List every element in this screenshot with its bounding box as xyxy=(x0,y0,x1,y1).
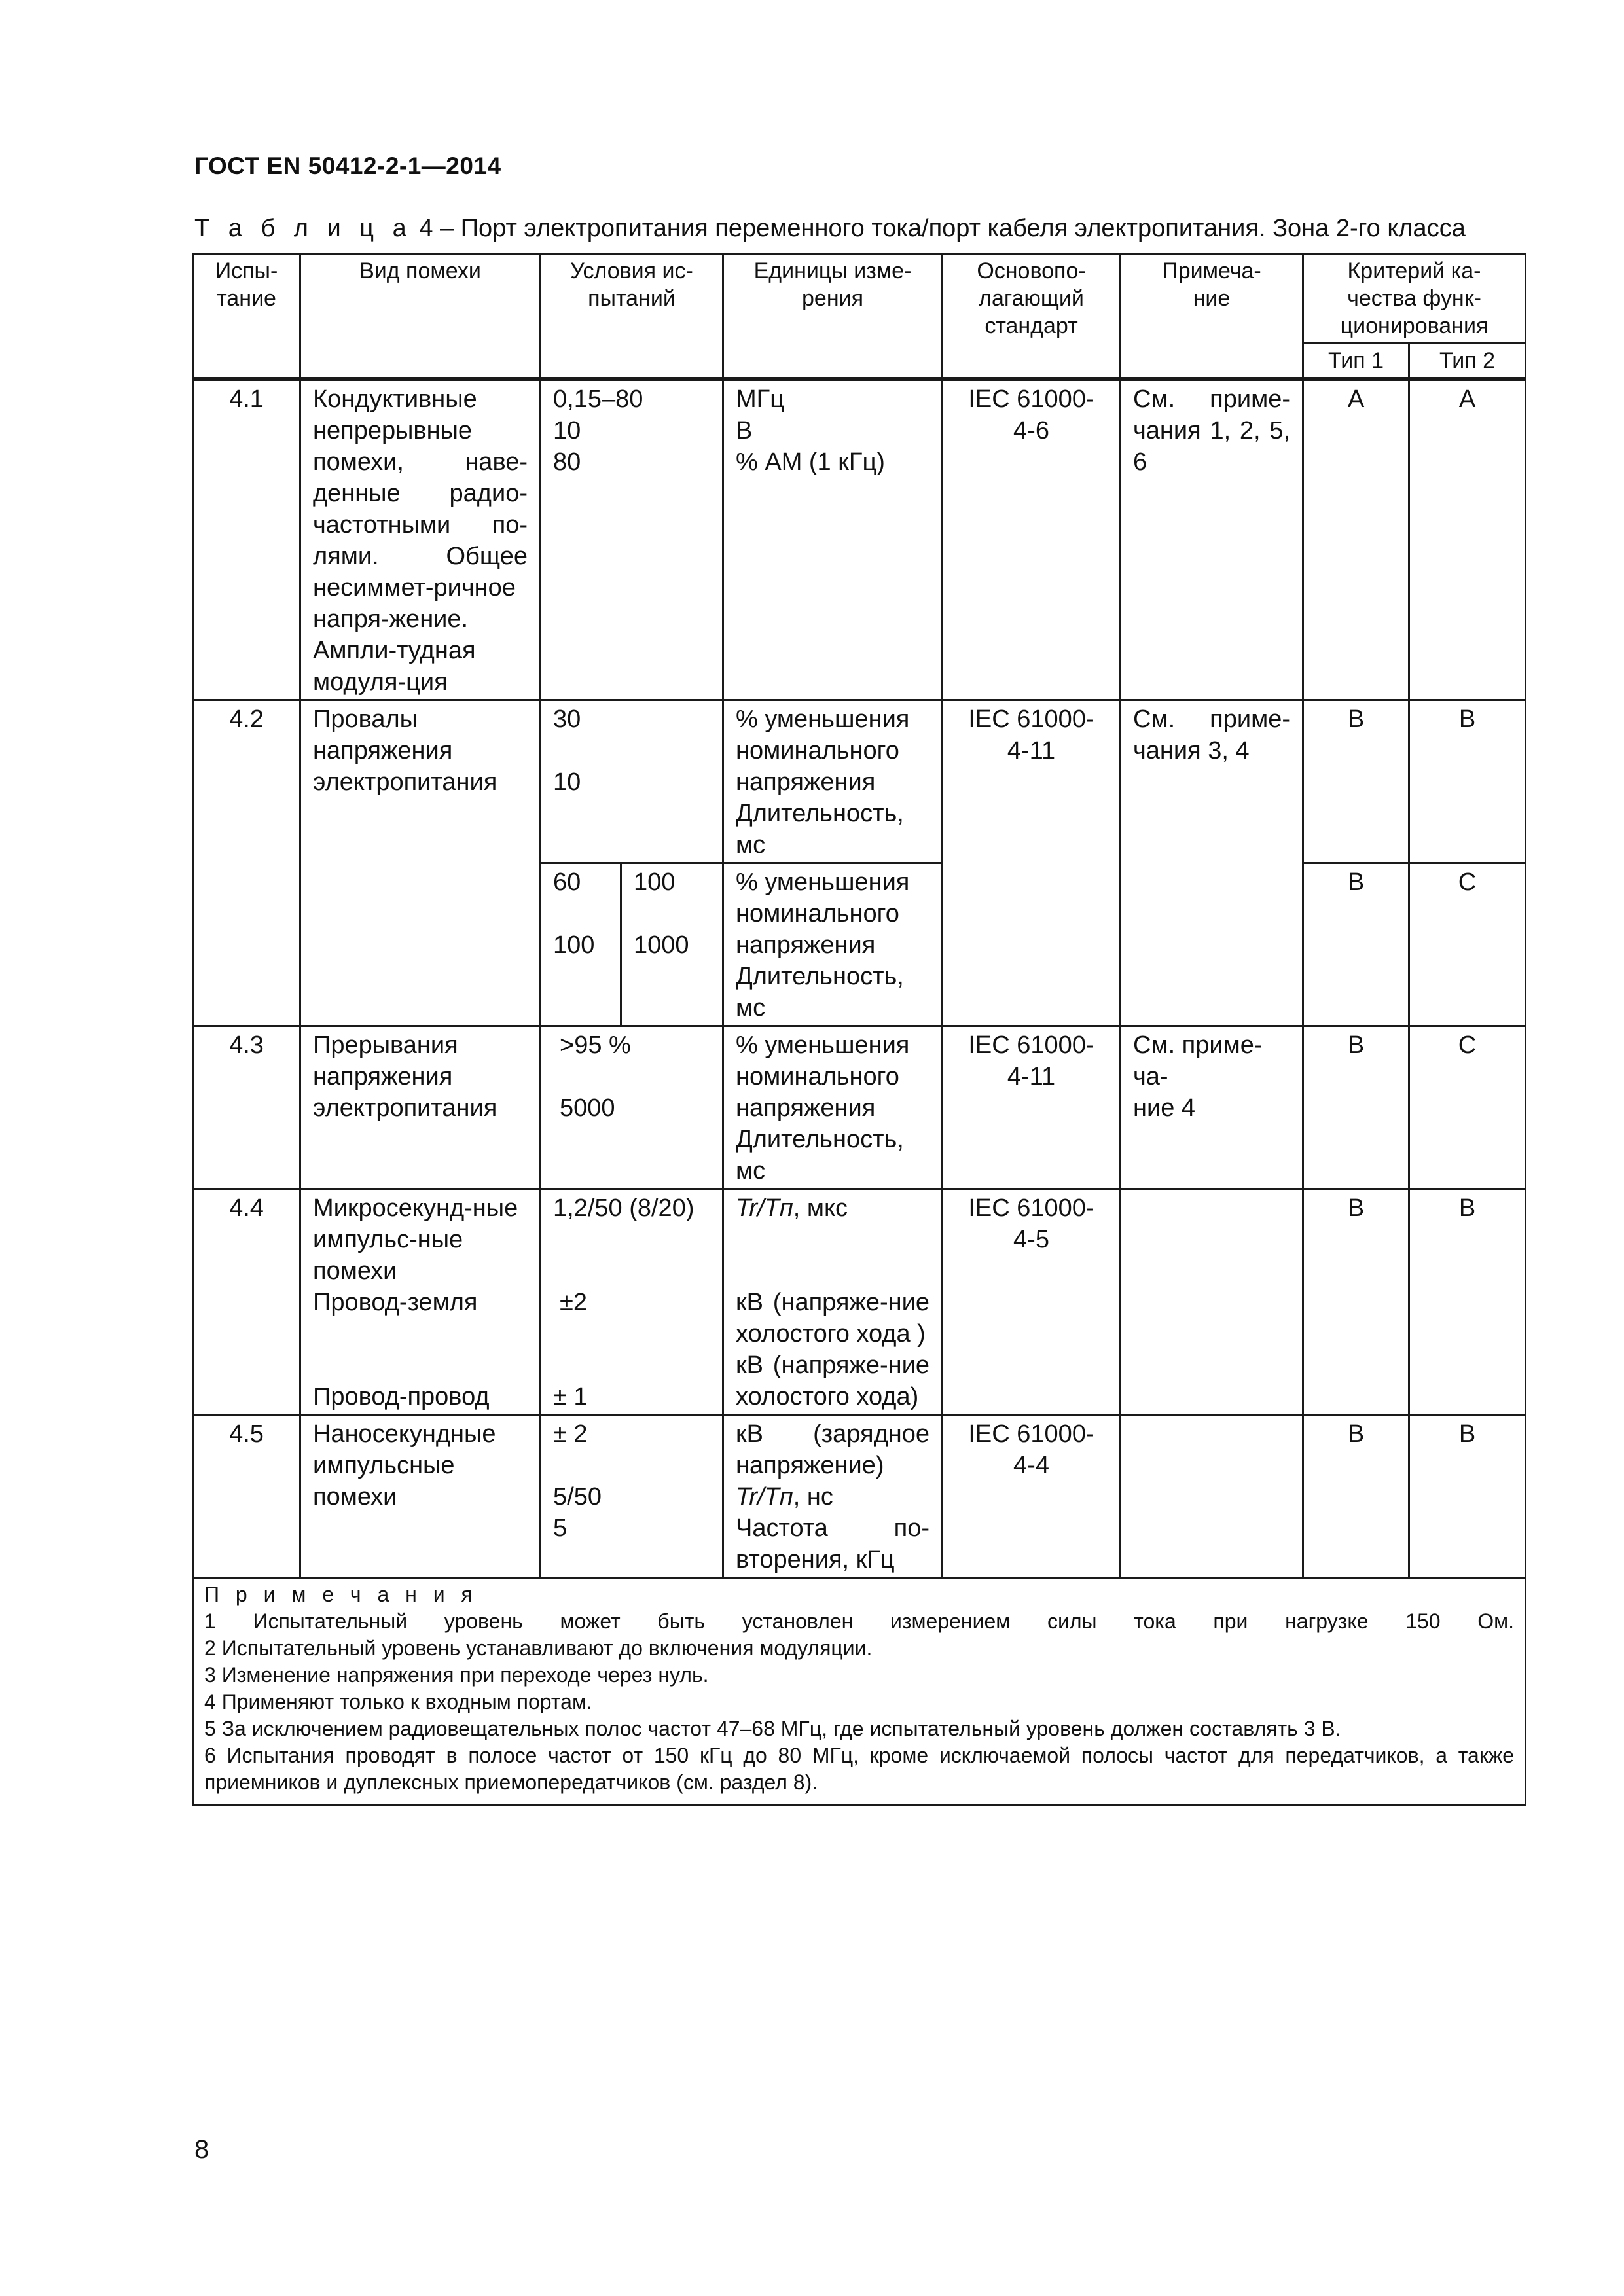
description-wire: Провод-провод xyxy=(313,1383,490,1410)
row-units xyxy=(723,1026,943,1189)
row-number: 4.4 xyxy=(193,1189,300,1415)
notes-row xyxy=(193,1578,1526,1805)
row-type2: B xyxy=(1409,1415,1526,1578)
row-units xyxy=(723,1189,943,1415)
document-id: ГОСТ EN 50412-2-1—2014 xyxy=(194,152,501,179)
row-standard: IEC 61000- 4-4 xyxy=(943,1415,1121,1578)
units-text: Частота по-вторения, кГц xyxy=(736,1515,929,1573)
row-type2: B xyxy=(1409,700,1526,863)
row-note: См. приме-чания 1, 2, 5, 6 xyxy=(1121,379,1303,700)
row-units xyxy=(723,863,943,1026)
table-caption-prefix: Т а б л и ц а xyxy=(194,215,412,242)
row-standard: IEC 61000- 4-6 xyxy=(943,379,1121,700)
condition-value: 5/50 5 xyxy=(553,1483,602,1542)
header-type1: Тип 1 xyxy=(1303,344,1409,380)
row-type2: A xyxy=(1409,379,1526,700)
condition-value: >95 % xyxy=(560,1031,631,1059)
row-note: См. приме-чания 3, 4 xyxy=(1121,700,1303,1026)
row-note: См. приме- ча- ние 4 xyxy=(1121,1026,1303,1189)
condition-value: 1,2/50 (8/20) xyxy=(553,1194,695,1222)
row-type1: B xyxy=(1303,700,1409,863)
row-conditions: 0,15–80 10 80 xyxy=(541,379,723,700)
row-type1: B xyxy=(1303,1189,1409,1415)
condition-value: 60 xyxy=(553,869,581,896)
row-type1: B xyxy=(1303,1026,1409,1189)
units-text: кВ (напряже-ние холостого хода ) xyxy=(736,1289,929,1348)
row-conditions xyxy=(541,1189,723,1415)
row-conditions-left xyxy=(541,863,621,1026)
note-item: 5 За исключением радиовещательных полос частот 47–68 МГц, где испытательный уровень должен составлять 3 В. xyxy=(204,1717,1341,1740)
condition-value: 100 xyxy=(634,869,676,896)
header-conditions: Условия ис- пытаний xyxy=(541,254,723,380)
row-type1: A xyxy=(1303,379,1409,700)
condition-value: 5000 xyxy=(560,1094,615,1122)
row-type2: C xyxy=(1409,863,1526,1026)
condition-value: ±2 xyxy=(560,1289,587,1316)
row-units xyxy=(723,700,943,863)
condition-value: ± 1 xyxy=(553,1383,588,1410)
table-row xyxy=(193,1189,1526,1415)
table-caption xyxy=(194,215,1504,243)
row-conditions xyxy=(541,700,723,863)
row-type1: B xyxy=(1303,1415,1409,1578)
header-standard: Основопо- лагающий стандарт xyxy=(943,254,1121,380)
units-text xyxy=(736,1481,929,1513)
row-standard: IEC 61000- 4-11 xyxy=(943,1026,1121,1189)
row-units xyxy=(723,1415,943,1578)
units-text: % уменьшения номинального напряжения xyxy=(736,869,910,959)
table-caption-text: 4 – Порт электропитания переменного тока/порт кабеля электропитания. Зона 2-го класса xyxy=(412,215,1466,242)
immunity-test-table xyxy=(192,253,1526,1806)
row-number: 4.3 xyxy=(193,1026,300,1189)
units-duration: Длительность, мс xyxy=(736,963,904,1022)
header-disturbance: Вид помехи xyxy=(300,254,541,380)
description-ground: Провод-земля xyxy=(313,1289,478,1316)
row-description: Прерывания напряжения электропитания xyxy=(300,1026,541,1189)
row-description: Кондуктивные непрерывные помехи, наве-денные радио-частотными по-лями. Общее несиммет-ричное напря-жение. Ампли-тудная модуля-ция xyxy=(300,379,541,700)
units-italic: Tr/Tп xyxy=(736,1483,793,1511)
header-type2: Тип 2 xyxy=(1409,344,1526,380)
row-standard: IEC 61000- 4-11 xyxy=(943,700,1121,1026)
units-text xyxy=(736,1193,929,1224)
row-standard: IEC 61000- 4-5 xyxy=(943,1189,1121,1415)
header-criterion: Критерий ка- чества функ- ционирования xyxy=(1303,254,1526,344)
units-text: кВ (зарядное напряжение) xyxy=(736,1420,929,1479)
condition-value: 10 xyxy=(553,768,581,796)
units-suffix: , нс xyxy=(793,1483,833,1511)
row-description: Наносекундные импульсные помехи xyxy=(300,1415,541,1578)
units-text: % уменьшения номинального напряжения xyxy=(736,1031,910,1122)
note-item: 3 Изменение напряжения при переходе через нуль. xyxy=(204,1663,709,1687)
table-notes xyxy=(193,1578,1526,1805)
table-row xyxy=(193,1026,1526,1189)
header-row xyxy=(193,254,1526,344)
row-conditions xyxy=(541,1415,723,1578)
note-item: 4 Применяют только к входным портам. xyxy=(204,1690,592,1713)
row-units: МГц В % АМ (1 кГц) xyxy=(723,379,943,700)
row-type2: B xyxy=(1409,1189,1526,1415)
header-units: Единицы изме- рения xyxy=(723,254,943,380)
table-row xyxy=(193,379,1526,700)
units-duration: Длительность, мс xyxy=(736,1126,904,1185)
condition-value: 100 xyxy=(553,931,595,959)
units-text: кВ (напряже-ние холостого хода) xyxy=(736,1352,929,1410)
table-row xyxy=(193,1415,1526,1578)
units-text: % уменьшения номинального напряжения xyxy=(736,706,910,796)
row-description xyxy=(300,1189,541,1415)
condition-value: ± 2 xyxy=(553,1420,588,1448)
units-suffix: , мкс xyxy=(793,1194,848,1222)
notes-title: П р и м е ч а н и я xyxy=(204,1583,478,1606)
row-type2: C xyxy=(1409,1026,1526,1189)
header-test: Испы- тание xyxy=(193,254,300,380)
note-item: 6 Испытания проводят в полосе частот от 150 кГц до 80 МГц, кроме исключаемой полосы частот для передатчиков, а также приемников и дуплексных приемопередатчиков (см. раздел 8). xyxy=(204,1744,1515,1794)
table-row xyxy=(193,700,1526,863)
row-note xyxy=(1121,1189,1303,1415)
condition-value: 30 xyxy=(553,706,581,733)
page-number: 8 xyxy=(194,2135,209,2164)
row-number: 4.1 xyxy=(193,379,300,700)
units-italic: Tr/Tп xyxy=(736,1194,793,1222)
units-duration: Длительность, мс xyxy=(736,800,904,859)
description-text: Микросекунд-ные импульс-ные помехи xyxy=(313,1194,518,1285)
row-conditions-right xyxy=(621,863,723,1026)
row-type1: B xyxy=(1303,863,1409,1026)
row-number: 4.2 xyxy=(193,700,300,1026)
row-note xyxy=(1121,1415,1303,1578)
note-item: 1 Испытательный уровень может быть установлен измерением силы тока при нагрузке 150 Ом. xyxy=(204,1609,1515,1633)
condition-value: 1000 xyxy=(634,931,689,959)
note-item: 2 Испытательный уровень устанавливают до включения модуляции. xyxy=(204,1636,873,1660)
row-description: Провалы напряжения электропитания xyxy=(300,700,541,1026)
row-conditions xyxy=(541,1026,723,1189)
row-number: 4.5 xyxy=(193,1415,300,1578)
header-notes: Примеча- ние xyxy=(1121,254,1303,380)
